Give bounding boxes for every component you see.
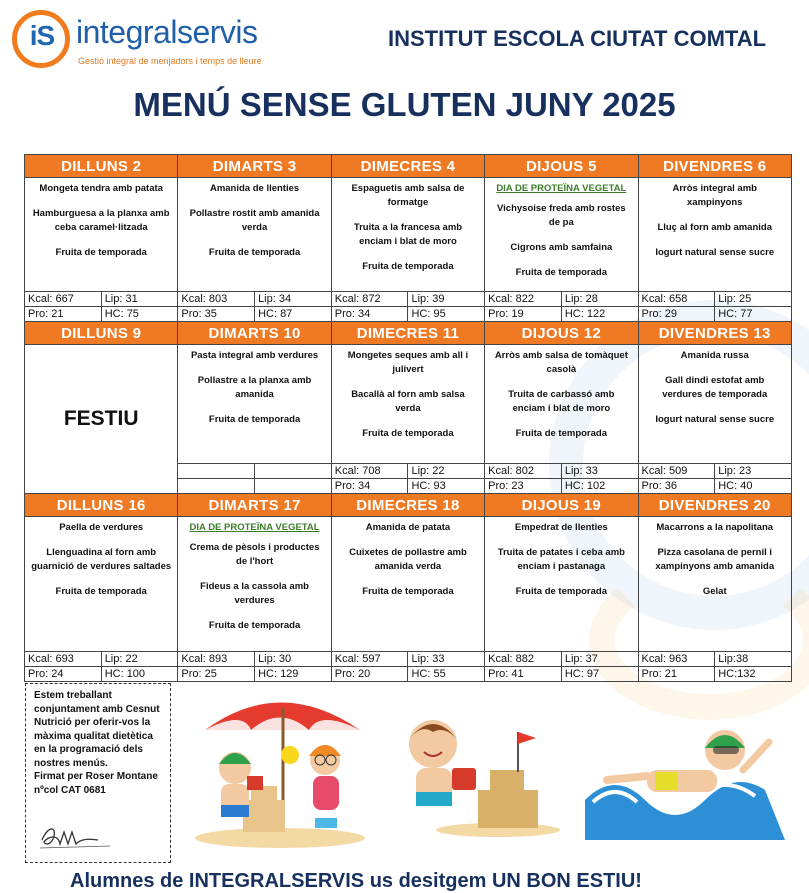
carbs-value [255, 479, 332, 494]
dish-item: Fruita de temporada [362, 261, 454, 272]
kcal-value: Kcal: 882 [485, 652, 562, 667]
protein-value: Pro: 21 [638, 667, 715, 682]
nutrition-row [25, 652, 792, 667]
day-menu-cell [638, 345, 791, 464]
kcal-value: Kcal: 872 [331, 292, 408, 307]
lipids-value: Lip: 30 [255, 652, 332, 667]
kcal-value: Kcal: 667 [25, 292, 102, 307]
protein-value: Pro: 24 [25, 667, 102, 682]
kcal-value [178, 464, 255, 479]
dish-item: Fruita de temporada [55, 247, 147, 258]
kids-beach-umbrella-icon [195, 690, 370, 850]
dish-item: Fruita de temporada [55, 586, 147, 597]
protein-value: Pro: 29 [638, 307, 715, 322]
protein-value: Pro: 21 [25, 307, 102, 322]
kcal-value: Kcal: 893 [178, 652, 255, 667]
day-header: DIMECRES 4 [331, 155, 484, 178]
lipids-value: Lip: 28 [561, 292, 638, 307]
signature-icon [38, 822, 118, 852]
lipids-value: Lip: 39 [408, 292, 485, 307]
nutrition-row [25, 667, 792, 682]
kcal-value: Kcal: 597 [331, 652, 408, 667]
week-header-row [25, 494, 792, 517]
lipids-value: Lip: 31 [101, 292, 178, 307]
kcal-value: Kcal: 693 [25, 652, 102, 667]
dish-item: Fruita de temporada [208, 247, 301, 258]
carbs-value: HC: 87 [255, 307, 332, 322]
kcal-value: Kcal: 802 [485, 464, 562, 479]
dish-item: Paella de verdures [59, 522, 144, 533]
day-menu-cell [331, 345, 484, 464]
protein-value [178, 479, 255, 494]
kcal-value: Kcal: 658 [638, 292, 715, 307]
day-menu-cell [25, 517, 178, 652]
dish-item: Espaguetis amb salsa de formatge [351, 183, 465, 208]
note-signed-by: Firmat per Roser Montane nºcol CAT 0681 [34, 771, 158, 796]
protein-value: Pro: 20 [331, 667, 408, 682]
lipids-value: Lip: 22 [408, 464, 485, 479]
carbs-value: HC: 122 [561, 307, 638, 322]
carbs-value: HC: 93 [408, 479, 485, 494]
protein-value: Pro: 23 [485, 479, 562, 494]
dish-item: Iogurt natural sense sucre [655, 247, 775, 258]
carbs-value: HC: 77 [715, 307, 792, 322]
day-menu-cell [178, 178, 331, 292]
dish-item: Truita de carbassó amb enciam i blat de moro [508, 389, 615, 414]
dish-item: Macarrons a la napolitana [656, 522, 774, 533]
lipids-value: Lip: 33 [408, 652, 485, 667]
day-header: DILLUNS 2 [25, 155, 178, 178]
dish-item: Lluç al forn amb amanida [657, 222, 772, 233]
protein-value: Pro: 19 [485, 307, 562, 322]
dish-item: Hamburguesa a la planxa amb ceba caramel·litzada [32, 208, 170, 233]
logo-brand: integralservis [76, 14, 258, 50]
week-header-row [25, 155, 792, 178]
day-header: DIMARTS 10 [178, 322, 331, 345]
kcal-value: Kcal: 509 [638, 464, 715, 479]
dish-item: Pollastre rostit amb amanida verda [189, 208, 320, 233]
dish-item: Truita de patates i ceba amb enciam i pastanaga [497, 547, 625, 572]
dish-item: Fruita de temporada [362, 586, 454, 597]
day-header: DIVENDRES 13 [638, 322, 791, 345]
day-header: DIMARTS 3 [178, 155, 331, 178]
lipids-value: Lip: 22 [101, 652, 178, 667]
day-header: DIMARTS 17 [178, 494, 331, 517]
dish-item: Amanida de llenties [209, 183, 300, 194]
lipids-value: Lip: 34 [255, 292, 332, 307]
carbs-value: HC: 40 [715, 479, 792, 494]
child-sandcastle-icon [398, 712, 563, 837]
protein-value: Pro: 25 [178, 667, 255, 682]
dish-item: Mongetes seques amb all i julivert [347, 350, 469, 375]
day-menu-cell [331, 178, 484, 292]
integralservis-logo [12, 10, 312, 72]
lipids-value: Lip:38 [715, 652, 792, 667]
lipids-value: Lip: 33 [561, 464, 638, 479]
lipids-value: Lip: 25 [715, 292, 792, 307]
day-menu-cell [638, 178, 791, 292]
footer-message: Alumnes de INTEGRALSERVIS us desitgem UN BON ESTIU! [70, 870, 642, 892]
nutrition-row [25, 292, 792, 307]
dish-item: Pizza casolana de pernil i xampinyons amb amanida [655, 547, 775, 572]
day-menu-cell [638, 517, 791, 652]
week-dishes-row [25, 178, 792, 292]
day-menu-cell [25, 178, 178, 292]
protein-value: Pro: 34 [331, 479, 408, 494]
lipids-value: Lip: 23 [715, 464, 792, 479]
protein-value: Pro: 41 [485, 667, 562, 682]
page-title: MENÚ SENSE GLUTEN JUNY 2025 [133, 86, 676, 123]
dish-item: Gall dindi estofat amb verdures de temporada [662, 375, 768, 400]
menu-table [24, 154, 792, 682]
carbs-value: HC: 100 [101, 667, 178, 682]
logo-tagline: Gestió integral de menjadors i temps de lleure [78, 56, 262, 66]
lipids-value [255, 464, 332, 479]
day-header: DIJOUS 19 [485, 494, 638, 517]
dish-item: Truita a la francesa amb enciam i blat de moro [353, 222, 463, 247]
kcal-value: Kcal: 803 [178, 292, 255, 307]
protein-value: Pro: 35 [178, 307, 255, 322]
dish-item: Vichysoise freda amb rostes de pa [497, 203, 626, 228]
dish-item: Pasta integral amb verdures [190, 350, 319, 361]
carbs-value: HC:132 [715, 667, 792, 682]
day-menu-cell [178, 517, 331, 652]
dish-item: Amanida russa [680, 350, 749, 361]
week-dishes-row [25, 517, 792, 652]
dish-item: Bacallà al forn amb salsa verda [351, 389, 465, 414]
carbs-value: HC: 75 [101, 307, 178, 322]
day-header: DIVENDRES 6 [638, 155, 791, 178]
day-header: DILLUNS 9 [25, 322, 178, 345]
dish-item: Gelat [702, 586, 727, 597]
carbs-value: HC: 129 [255, 667, 332, 682]
protein-value: Pro: 36 [638, 479, 715, 494]
dish-item: Fruita de temporada [515, 428, 607, 439]
day-menu-cell [178, 345, 331, 464]
child-swimming-icon [585, 710, 785, 840]
dish-item: Arròs integral amb xampinyons [672, 183, 757, 208]
day-header: DIVENDRES 20 [638, 494, 791, 517]
dish-item: Fruita de temporada [208, 620, 301, 631]
holiday-cell: FESTIU [25, 345, 178, 494]
day-header: DILLUNS 16 [25, 494, 178, 517]
carbs-value: HC: 55 [408, 667, 485, 682]
carbs-value: HC: 102 [561, 479, 638, 494]
carbs-value: HC: 97 [561, 667, 638, 682]
lipids-value: Lip: 37 [561, 652, 638, 667]
day-menu-cell [485, 345, 638, 464]
day-menu-cell [331, 517, 484, 652]
school-name: INSTITUT ESCOLA CIUTAT COMTAL [388, 26, 767, 51]
dish-item: Fideus a la cassola amb verdures [200, 581, 309, 606]
dish-item: Llenguadina al forn amb guarnició de verdures saltades [31, 547, 172, 572]
dish-item: Fruita de temporada [515, 586, 607, 597]
dish-item: Iogurt natural sense sucre [655, 414, 775, 425]
kcal-value: Kcal: 963 [638, 652, 715, 667]
day-header: DIJOUS 5 [485, 155, 638, 178]
dish-item: Cigrons amb samfaina [510, 242, 613, 253]
dish-item: Cuixetes de pollastre amb amanida verda [349, 547, 467, 572]
week-dishes-row [25, 345, 792, 464]
dish-item: Pollastre a la planxa amb amanida [197, 375, 312, 400]
note-text: Estem treballant conjuntament amb Cesnut Nutrició per oferir-vos la màxima qualitat dietètica en la programació dels nostres menús. [34, 690, 160, 769]
dish-item: Empedrat de llenties [514, 522, 608, 533]
dish-item: Arròs amb salsa de tomàquet casolà [494, 350, 628, 375]
day-menu-cell [485, 178, 638, 292]
kcal-value: Kcal: 708 [331, 464, 408, 479]
dish-item: Crema de pèsols i productes de l'hort [189, 542, 320, 567]
day-menu-cell [485, 517, 638, 652]
logo-mark: iS [29, 20, 55, 51]
day-header: DIMECRES 11 [331, 322, 484, 345]
nutrition-row [25, 307, 792, 322]
vegetable-protein-label: DIA DE PROTEÏNA VEGETAL [496, 183, 627, 194]
dish-item: Amanida de patata [365, 522, 451, 533]
protein-value: Pro: 34 [331, 307, 408, 322]
dish-item: Fruita de temporada [362, 428, 454, 439]
dish-item: Fruita de temporada [515, 267, 607, 278]
day-header: DIMECRES 18 [331, 494, 484, 517]
vegetable-protein-label: DIA DE PROTEÏNA VEGETAL [189, 522, 320, 533]
carbs-value: HC: 95 [408, 307, 485, 322]
day-header: DIJOUS 12 [485, 322, 638, 345]
kcal-value: Kcal: 822 [485, 292, 562, 307]
week-header-row [25, 322, 792, 345]
dish-item: Fruita de temporada [208, 414, 301, 425]
dish-item: Mongeta tendra amb patata [39, 183, 163, 194]
